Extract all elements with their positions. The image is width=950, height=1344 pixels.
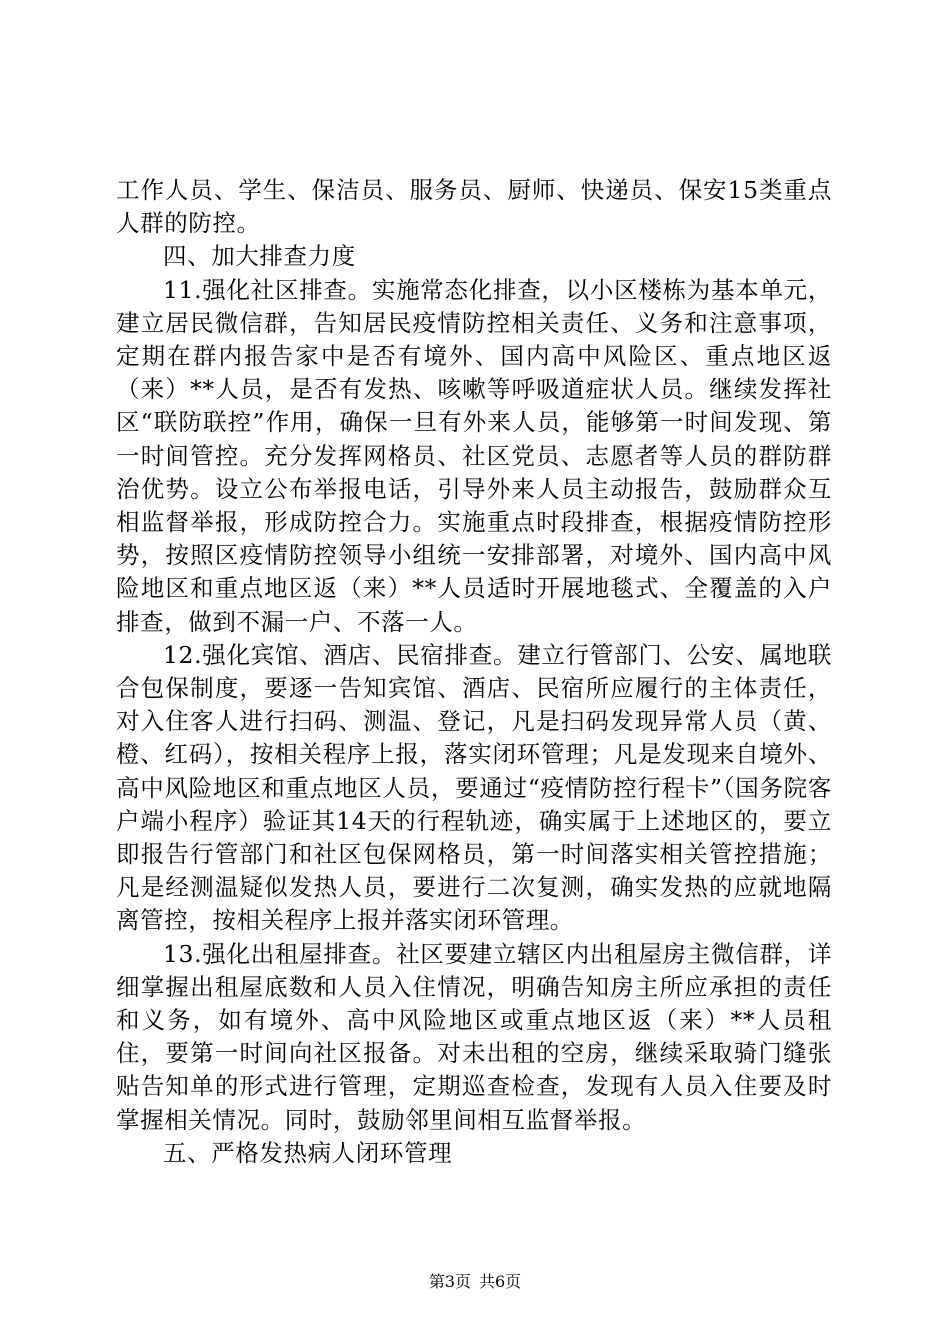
page-footer	[0, 1272, 950, 1292]
paragraph-continuation: 工作人员、学生、保洁员、服务员、厨师、快递员、保安15类重点人群的防控。	[116, 176, 832, 238]
paragraph-item-13: 13.强化出租屋排查。社区要建立辖区内出租屋房主微信群，详细掌握出租屋底数和人员入住情况，明确告知房主所应承担的责任和义务，如有境外、高中风险地区或重点地区返（来）**人员租住，要第一时间向社区报备。对未出租的空房，继续采取骑门缝张贴告知单的形式进行管理，定期巡查检查，发现有人员入住要及时掌握相关情况。同时，鼓励邻里间相互监督举报。	[116, 939, 832, 1134]
page-number-total: 共6页	[479, 1272, 522, 1291]
page-number-current: 第3页	[428, 1272, 471, 1291]
paragraph-item-12: 12.强化宾馆、酒店、民宿排查。建立行管部门、公安、属地联合包保制度，要逐一告知宾馆、酒店、民宿所应履行的主体责任，对入住客人进行扫码、测温、登记，凡是扫码发现异常人员（黄、橙、红码），按相关程序上报，落实闭环管理；凡是发现来自境外、高中风险地区和重点地区人员，要通过“疫情防控行程卡”（国务院客户端小程序）验证其14天的行程轨迹，确实属于上述地区的，要立即报告行管部门和社区包保网格员，第一时间落实相关管控措施；凡是经测温疑似发热人员，要进行二次复测，确实发热的应就地隔离管控，按相关程序上报并落实闭环管理。	[116, 640, 832, 935]
section-heading-4: 四、加大排查力度	[163, 242, 356, 271]
section-heading-5: 五、严格发热病人闭环管理	[163, 1138, 453, 1167]
document-body	[116, 174, 832, 1170]
paragraph-item-11: 11.强化社区排查。实施常态化排查，以小区楼栋为基本单元，建立居民微信群，告知居民疫情防控相关责任、义务和注意事项，定期在群内报告家中是否有境外、国内高中风险区、重点地区返（来）**人员，是否有发热、咳嗽等呼吸道症状人员。继续发挥社区“联防联控”作用，确保一旦有外来人员，能够第一时间发现、第一时间管控。充分发挥网格员、社区党员、志愿者等人员的群防群治优势。设立公布举报电话，引导外来人员主动报告，鼓励群众互相监督举报，形成防控合力。实施重点时段排查，根据疫情防控形势，按照区疫情防控领导小组统一安排部署，对境外、国内高中风险地区和重点地区返（来）**人员适时开展地毯式、全覆盖的入户排查，做到不漏一户、不落一人。	[116, 275, 832, 636]
